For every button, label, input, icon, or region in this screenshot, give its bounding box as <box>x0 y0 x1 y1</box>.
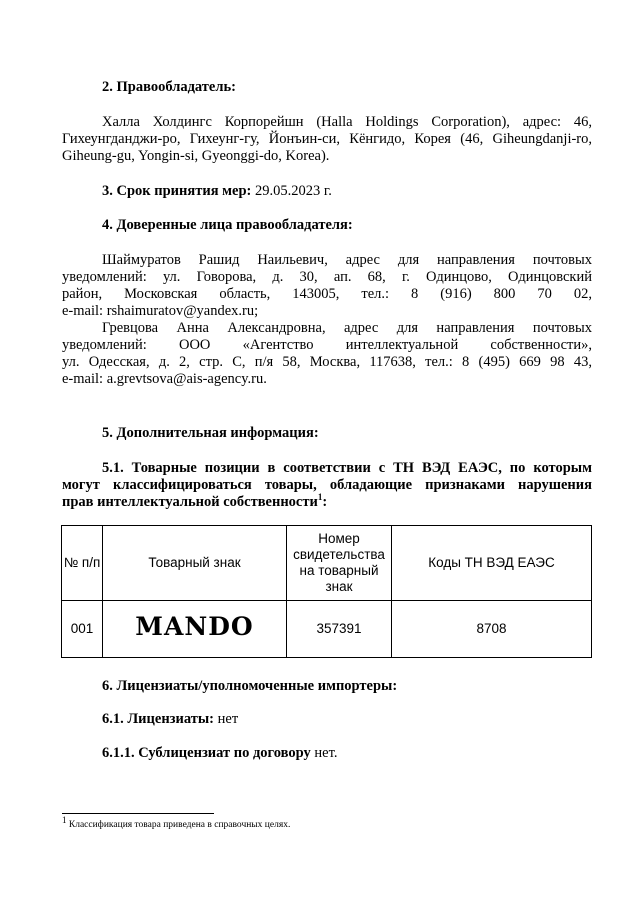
section-2-line-3: Giheung-gu, Yongin-si, Gyeonggi-do, Korea). <box>62 148 330 164</box>
section-3-term <box>102 183 332 200</box>
person-1-line-1: Шаймуратов Рашид Наильевич, адрес для направления почтовых <box>102 252 592 268</box>
section-3-label: 3. Срок принятия мер: <box>102 183 252 199</box>
cell-certificate: 357391 <box>287 601 392 658</box>
person-1-email: e-mail: rshaimuratov@yandex.ru; <box>62 303 259 319</box>
header-certificate: Номер свидетельства на товарный знак <box>287 526 392 601</box>
section-5-heading: 5. Дополнительная информация: <box>102 425 319 441</box>
licensees <box>102 711 238 728</box>
person-2-email: e-mail: a.grevtsova@ais-agency.ru. <box>62 371 267 387</box>
sublicensee-value: нет. <box>314 745 338 761</box>
section-5-1-line-1: 5.1. Товарные позиции в соответствии с ТН ВЭД ЕАЭС, по которым <box>102 460 592 476</box>
section-6-heading: 6. Лицензиаты/уполномоченные импортеры: <box>102 678 398 694</box>
section-2-line-1: Халла Холдингс Корпорейшн (Halla Holdings Corporation), адрес: 46, <box>102 114 592 130</box>
sublicensee-label: 6.1.1. Сублицензиат по договору <box>102 745 311 761</box>
licensees-label: 6.1. Лицензиаты: <box>102 711 215 727</box>
trademark-table <box>61 525 592 658</box>
table-row <box>62 601 592 658</box>
footnote-separator <box>62 813 214 814</box>
header-number: № п/п <box>62 526 103 601</box>
section-5-1-line-3: прав интеллектуальной собственности$^1$: <box>62 492 328 510</box>
section-5-1-line-2: могут классифицироваться товары, обладающие признаками нарушения <box>62 477 592 493</box>
section-2-line-2: Гихеунгданджи-ро, Гихеунг-гу, Йонъин-си, Кёнгидо, Корея (46, Giheungdanji-ro, <box>62 131 592 147</box>
person-2-line-2: уведомлений: ООО «Агентство интеллектуальной собственности», <box>62 337 592 353</box>
section-4-heading: 4. Доверенные лица правообладателя: <box>102 217 353 233</box>
section-2-heading: 2. Правообладатель: <box>102 79 236 95</box>
person-2-line-1: Гревцова Анна Александровна, адрес для направления почтовых <box>102 320 592 336</box>
cell-trademark <box>103 601 287 658</box>
header-trademark: Товарный знак <box>103 526 287 601</box>
person-1-line-3: район, Московская область, 143005, тел.: 8 (916) 800 70 02, <box>62 286 592 302</box>
person-1-line-2: уведомлений: ул. Говорова, д. 30, ап. 68, г. Одинцово, Одинцовский <box>62 269 592 285</box>
footnote <box>62 815 291 831</box>
person-2-line-3: ул. Одесская, д. 2, стр. С, п/я 58, Москва, 117638, тел.: 8 (495) 669 98 43, <box>62 354 592 370</box>
header-codes: Коды ТН ВЭД ЕАЭС <box>392 526 592 601</box>
footnote-ref: 1 <box>317 492 323 503</box>
cell-number: 001 <box>62 601 103 658</box>
sublicensee <box>102 745 337 762</box>
trademark-logo: MANDO <box>135 612 254 641</box>
table-header-row <box>62 526 592 601</box>
section-3-value: 29.05.2023 г. <box>255 183 332 199</box>
cell-codes: 8708 <box>392 601 592 658</box>
licensees-value: нет <box>217 711 239 727</box>
footnote-text: Классификация товара приведена в справочных целях. <box>68 820 291 831</box>
footnote-number: 1 <box>62 815 67 825</box>
